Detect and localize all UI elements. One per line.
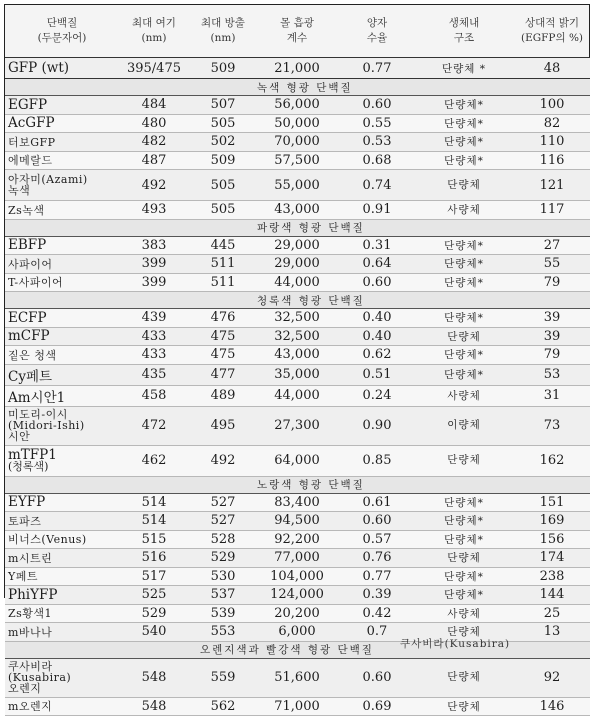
quantum-yield-value: 0.60 [340, 96, 414, 115]
table-row [5, 255, 590, 274]
header-line: 수율 [366, 32, 388, 44]
emission-value: 492 [192, 445, 254, 476]
structure-value: 단량체 [414, 549, 514, 568]
protein-name-line: 쿠사비라 [8, 660, 53, 673]
emission-value: 511 [192, 255, 254, 274]
extinction-value: 21,000 [254, 58, 340, 79]
header-line: 양자 [366, 17, 388, 29]
protein-name: 사파이어 [5, 255, 116, 274]
excitation-value: 439 [116, 309, 192, 328]
brightness-value: 144 [514, 586, 590, 605]
protein-name: Zs황색1 [5, 604, 116, 623]
quantum-yield-value: 0.60 [340, 273, 414, 292]
brightness-value: 100 [514, 96, 590, 115]
protein-name-line: 아자미(Azami) [8, 173, 88, 186]
protein-name [5, 170, 116, 201]
excitation-value: 493 [116, 201, 192, 220]
quantum-yield-value: 0.90 [340, 406, 414, 445]
emission-value: 502 [192, 133, 254, 152]
structure-value: 단량체 [414, 623, 514, 642]
table-row [5, 114, 590, 133]
structure-value: 단량체* [414, 586, 514, 605]
protein-name: Zs녹색 [5, 201, 116, 220]
excitation-value: 548 [116, 658, 192, 697]
structure-value: 사량체 [414, 604, 514, 623]
brightness-value: 79 [514, 273, 590, 292]
protein-name-line: (Kusabira) [8, 671, 72, 684]
emission-value: 527 [192, 493, 254, 512]
extinction-value: 55,000 [254, 170, 340, 201]
brightness-value: 146 [514, 697, 590, 716]
extinction-value: 51,600 [254, 658, 340, 697]
structure-value: 단량체* [414, 133, 514, 152]
table-row [5, 151, 590, 170]
protein-name-line: 미도리-이시 [8, 408, 68, 421]
section-cell [5, 79, 590, 96]
extinction-value: 6,000 [254, 623, 340, 642]
emission-value: 527 [192, 512, 254, 531]
extinction-value: 43,000 [254, 346, 340, 365]
brightness-value: 151 [514, 493, 590, 512]
protein-name: m바나나 [5, 623, 116, 642]
extinction-value: 35,000 [254, 364, 340, 385]
brightness-value: 238 [514, 567, 590, 586]
extinction-value: 44,000 [254, 273, 340, 292]
protein-name: Cy페트 [5, 364, 116, 385]
excitation-value: 492 [116, 170, 192, 201]
protein-name: PhiYFP [5, 586, 116, 605]
quantum-yield-value: 0.76 [340, 549, 414, 568]
protein-name: Y페트 [5, 567, 116, 586]
structure-value: 단량체* [414, 364, 514, 385]
table-row [5, 133, 590, 152]
table-row [5, 201, 590, 220]
fluorescent-protein-table-page [4, 4, 590, 714]
extinction-value: 77,000 [254, 549, 340, 568]
extinction-value: 32,500 [254, 309, 340, 328]
table-row [5, 385, 590, 406]
header-extinction [254, 5, 340, 58]
quantum-yield-value: 0.40 [340, 327, 414, 346]
table-row [5, 346, 590, 365]
brightness-value: 116 [514, 151, 590, 170]
excitation-value: 472 [116, 406, 192, 445]
quantum-yield-value: 0.57 [340, 530, 414, 549]
excitation-value: 435 [116, 364, 192, 385]
section-title: 노랑색 형광 단백질 [257, 479, 365, 491]
quantum-yield-value: 0.61 [340, 493, 414, 512]
quantum-yield-value: 0.77 [340, 58, 414, 79]
excitation-value: 515 [116, 530, 192, 549]
protein-name [5, 406, 116, 445]
excitation-value: 484 [116, 96, 192, 115]
header-quantum-yield [340, 5, 414, 58]
table-row [5, 530, 590, 549]
excitation-value: 395/475 [116, 58, 192, 79]
emission-value: 528 [192, 530, 254, 549]
brightness-value: 174 [514, 549, 590, 568]
quantum-yield-value: 0.69 [340, 697, 414, 716]
emission-value: 511 [192, 273, 254, 292]
section-title: 오렌지색과 빨강색 형광 단백질 [200, 644, 374, 656]
structure-value: 단량체* [414, 255, 514, 274]
header-excitation [116, 5, 192, 58]
structure-value: 단량체* [414, 493, 514, 512]
excitation-value: 516 [116, 549, 192, 568]
structure-value: 단량체 [414, 697, 514, 716]
structure-value: 단량체 [414, 445, 514, 476]
quantum-yield-value: 0.7 [340, 623, 414, 642]
brightness-value: 48 [514, 58, 590, 79]
header-line: (nm) [210, 32, 236, 44]
quantum-yield-value: 0.77 [340, 567, 414, 586]
excitation-value: 433 [116, 327, 192, 346]
protein-name: GFP (wt) [5, 58, 116, 79]
extinction-value: 70,000 [254, 133, 340, 152]
brightness-value: 156 [514, 530, 590, 549]
brightness-value: 162 [514, 445, 590, 476]
quantum-yield-value: 0.53 [340, 133, 414, 152]
section-cell [5, 219, 590, 236]
structure-value: 단량체* [414, 346, 514, 365]
emission-value: 477 [192, 364, 254, 385]
protein-name [5, 445, 116, 476]
structure-value: 사량체 [414, 201, 514, 220]
structure-value: 단량체 [414, 658, 514, 697]
protein-name: AcGFP [5, 114, 116, 133]
emission-value: 562 [192, 697, 254, 716]
excitation-value: 487 [116, 151, 192, 170]
excitation-value: 525 [116, 586, 192, 605]
excitation-value: 514 [116, 493, 192, 512]
extinction-value: 29,000 [254, 255, 340, 274]
quantum-yield-value: 0.64 [340, 255, 414, 274]
header-protein [5, 5, 116, 58]
structure-value: 단량체* [414, 236, 514, 255]
quantum-yield-value: 0.40 [340, 309, 414, 328]
header-line: 상대적 밝기 [524, 17, 580, 29]
extinction-value: 124,000 [254, 586, 340, 605]
emission-value: 476 [192, 309, 254, 328]
protein-name: EBFP [5, 236, 116, 255]
emission-value: 509 [192, 151, 254, 170]
section-header-orange-red [5, 641, 590, 658]
structure-value: 단량체* [414, 151, 514, 170]
brightness-value: 13 [514, 623, 590, 642]
header-line: 단백질 [46, 17, 78, 29]
table-row [5, 406, 590, 445]
structure-value: 사량체 [414, 385, 514, 406]
structure-value: 단량체 [414, 170, 514, 201]
table-row [5, 493, 590, 512]
table-row [5, 549, 590, 568]
protein-name-line: 오렌지 [8, 682, 42, 695]
header-line: 계수 [286, 32, 308, 44]
quantum-yield-value: 0.85 [340, 445, 414, 476]
table-row [5, 512, 590, 531]
structure-value: 단량체* [414, 96, 514, 115]
brightness-value: 39 [514, 309, 590, 328]
table-row [5, 586, 590, 605]
excitation-value: 399 [116, 255, 192, 274]
brightness-value: 31 [514, 385, 590, 406]
brightness-value: 27 [514, 236, 590, 255]
protein-name: 터보GFP [5, 133, 116, 152]
protein-name: EYFP [5, 493, 116, 512]
structure-value: 단량체* [414, 273, 514, 292]
header-line: (nm) [141, 32, 167, 44]
brightness-value: 121 [514, 170, 590, 201]
extinction-value: 56,000 [254, 96, 340, 115]
quantum-yield-value: 0.55 [340, 114, 414, 133]
table-row [5, 567, 590, 586]
excitation-value: 514 [116, 512, 192, 531]
protein-name: 토파즈 [5, 512, 116, 531]
emission-value: 505 [192, 114, 254, 133]
quantum-yield-value: 0.42 [340, 604, 414, 623]
stray-overlay-text: 쿠사비라(Kusabira) [400, 637, 511, 650]
structure-value: 단량체* [414, 567, 514, 586]
excitation-value: 517 [116, 567, 192, 586]
table-row-gfp-wt [5, 58, 590, 79]
brightness-value: 110 [514, 133, 590, 152]
brightness-value: 169 [514, 512, 590, 531]
extinction-value: 50,000 [254, 114, 340, 133]
quantum-yield-value: 0.74 [340, 170, 414, 201]
excitation-value: 529 [116, 604, 192, 623]
structure-value: 이량체 [414, 406, 514, 445]
extinction-value: 71,000 [254, 697, 340, 716]
section-header-green [5, 79, 590, 96]
protein-name: m오렌지 [5, 697, 116, 716]
emission-value: 475 [192, 327, 254, 346]
emission-value: 539 [192, 604, 254, 623]
emission-value: 530 [192, 567, 254, 586]
protein-name: 에메랄드 [5, 151, 116, 170]
section-header-blue [5, 219, 590, 236]
emission-value: 537 [192, 586, 254, 605]
structure-value: 단량체* [414, 309, 514, 328]
brightness-value: 39 [514, 327, 590, 346]
section-cell [5, 292, 590, 309]
protein-name-line: 녹색 [8, 184, 31, 197]
header-line: 생체내 [448, 17, 480, 29]
extinction-value: 94,500 [254, 512, 340, 531]
extinction-value: 104,000 [254, 567, 340, 586]
extinction-value: 44,000 [254, 385, 340, 406]
section-header-cyan [5, 292, 590, 309]
brightness-value: 92 [514, 658, 590, 697]
excitation-value: 480 [116, 114, 192, 133]
excitation-value: 548 [116, 697, 192, 716]
quantum-yield-value: 0.39 [340, 586, 414, 605]
excitation-value: 540 [116, 623, 192, 642]
header-line: 최대 방출 [201, 17, 245, 29]
table-row [5, 170, 590, 201]
protein-name: ECFP [5, 309, 116, 328]
excitation-value: 383 [116, 236, 192, 255]
section-title: 파랑색 형광 단백질 [257, 222, 365, 234]
table-row [5, 273, 590, 292]
section-cell [5, 476, 590, 493]
extinction-value: 43,000 [254, 201, 340, 220]
brightness-value: 53 [514, 364, 590, 385]
brightness-value: 55 [514, 255, 590, 274]
fluorescent-protein-table [5, 5, 590, 716]
emission-value: 559 [192, 658, 254, 697]
protein-name: mCFP [5, 327, 116, 346]
extinction-value: 27,300 [254, 406, 340, 445]
protein-name: EGFP [5, 96, 116, 115]
extinction-value: 20,200 [254, 604, 340, 623]
header-brightness [514, 5, 590, 58]
header-line: 최대 여기 [132, 17, 176, 29]
emission-value: 505 [192, 201, 254, 220]
protein-name-line: 시안 [8, 430, 31, 443]
excitation-value: 462 [116, 445, 192, 476]
section-cell [5, 637, 590, 658]
table-row [5, 96, 590, 115]
quantum-yield-value: 0.51 [340, 364, 414, 385]
emission-value: 505 [192, 170, 254, 201]
excitation-value: 458 [116, 385, 192, 406]
table-header-row [5, 5, 590, 58]
protein-name: T-사파이어 [5, 273, 116, 292]
emission-value: 445 [192, 236, 254, 255]
emission-value: 495 [192, 406, 254, 445]
quantum-yield-value: 0.24 [340, 385, 414, 406]
header-line: (두문자어) [37, 32, 87, 44]
protein-name-line: (청록색) [8, 459, 49, 473]
header-structure [414, 5, 514, 58]
protein-name [5, 658, 116, 697]
quantum-yield-value: 0.68 [340, 151, 414, 170]
structure-value: 단량체 * [414, 58, 514, 79]
structure-value: 단량체* [414, 530, 514, 549]
brightness-value: 73 [514, 406, 590, 445]
section-header-yellow [5, 476, 590, 493]
emission-value: 507 [192, 96, 254, 115]
table-row [5, 604, 590, 623]
brightness-value: 117 [514, 201, 590, 220]
structure-value: 단량체* [414, 114, 514, 133]
protein-name-line: (Midori-Ishi) [8, 419, 85, 432]
excitation-value: 433 [116, 346, 192, 365]
table-row [5, 236, 590, 255]
header-emission [192, 5, 254, 58]
emission-value: 475 [192, 346, 254, 365]
table-row [5, 309, 590, 328]
excitation-value: 399 [116, 273, 192, 292]
excitation-value: 482 [116, 133, 192, 152]
header-line: 구조 [453, 32, 475, 44]
extinction-value: 32,500 [254, 327, 340, 346]
structure-value: 단량체 [414, 327, 514, 346]
table-row [5, 697, 590, 716]
extinction-value: 92,200 [254, 530, 340, 549]
quantum-yield-value: 0.60 [340, 658, 414, 697]
emission-value: 489 [192, 385, 254, 406]
emission-value: 553 [192, 623, 254, 642]
section-title: 청록색 형광 단백질 [257, 294, 365, 307]
protein-name-line: mTFP1 [8, 446, 57, 463]
header-line: (EGFP의 %) [520, 32, 584, 44]
section-title: 녹색 형광 단백질 [257, 81, 353, 94]
structure-value: 단량체* [414, 512, 514, 531]
table-row [5, 445, 590, 476]
quantum-yield-value: 0.31 [340, 236, 414, 255]
table-row [5, 327, 590, 346]
protein-name: 비너스(Venus) [5, 530, 116, 549]
header-line: 몰 흡광 [280, 17, 314, 29]
table-row [5, 364, 590, 385]
emission-value: 509 [192, 58, 254, 79]
quantum-yield-value: 0.62 [340, 346, 414, 365]
protein-name: m시트린 [5, 549, 116, 568]
extinction-value: 57,500 [254, 151, 340, 170]
protein-name: Am시안1 [5, 385, 116, 406]
brightness-value: 79 [514, 346, 590, 365]
brightness-value: 82 [514, 114, 590, 133]
extinction-value: 29,000 [254, 236, 340, 255]
table-row [5, 658, 590, 697]
brightness-value: 25 [514, 604, 590, 623]
emission-value: 529 [192, 549, 254, 568]
quantum-yield-value: 0.60 [340, 512, 414, 531]
extinction-value: 83,400 [254, 493, 340, 512]
protein-name: 짙은 청색 [5, 346, 116, 365]
quantum-yield-value: 0.91 [340, 201, 414, 220]
extinction-value: 64,000 [254, 445, 340, 476]
